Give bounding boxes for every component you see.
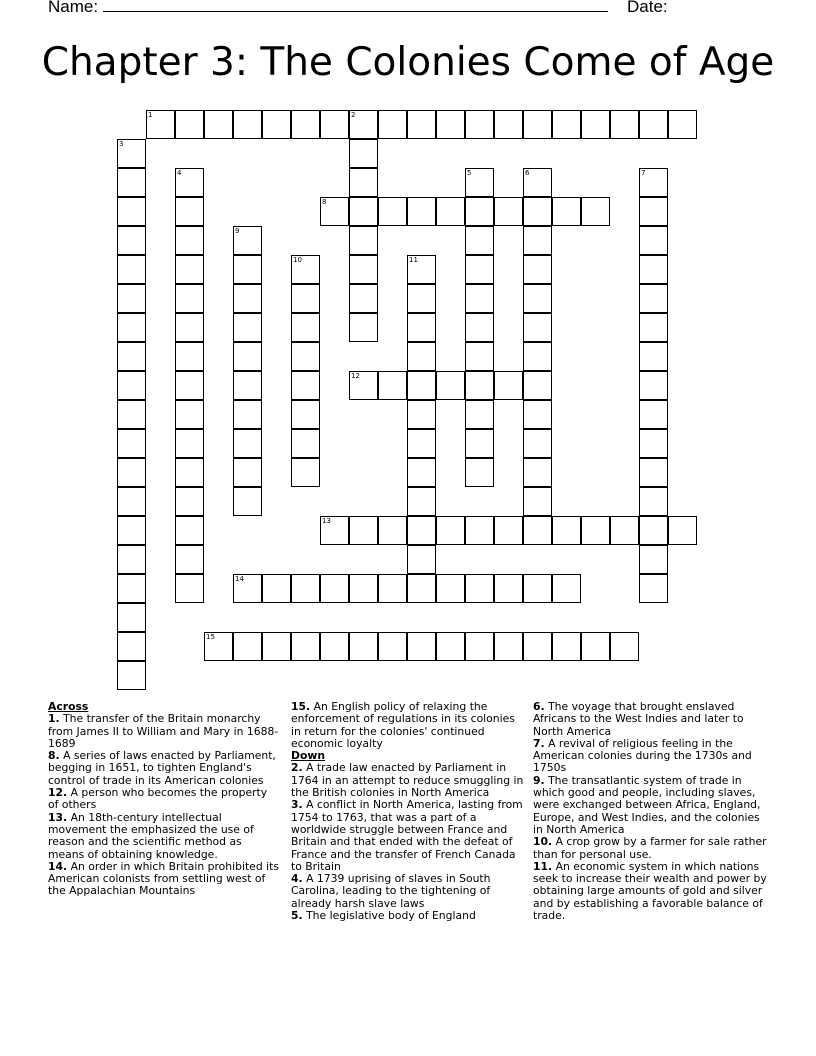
cell-number: 2 <box>351 111 356 119</box>
grid-cell[interactable] <box>407 487 436 516</box>
grid-cell[interactable] <box>465 313 494 342</box>
clues-column-2 <box>291 701 526 922</box>
clue-text: An English policy of relaxing the enforcement of regulations in its colonies in return for the colonies' continued economic loyalty <box>291 700 515 750</box>
grid-cell[interactable] <box>610 632 639 661</box>
grid-cell[interactable] <box>523 197 552 226</box>
grid-cell[interactable] <box>407 429 436 458</box>
grid-cell[interactable] <box>233 487 262 516</box>
grid-cell[interactable] <box>117 574 146 603</box>
grid-cell[interactable] <box>465 255 494 284</box>
clue-text: A series of laws enacted by Parliament, begging in 1651, to tighten England's control of trade in its American colonies <box>48 749 276 787</box>
grid-cell[interactable] <box>233 342 262 371</box>
grid-cell[interactable] <box>639 516 668 545</box>
grid-cell[interactable] <box>465 197 494 226</box>
grid-cell[interactable] <box>407 632 436 661</box>
grid-cell[interactable] <box>175 110 204 139</box>
grid-cell[interactable] <box>320 197 349 226</box>
grid-cell[interactable] <box>639 487 668 516</box>
grid-cell[interactable] <box>349 516 378 545</box>
grid-cell[interactable] <box>407 284 436 313</box>
grid-cell[interactable] <box>407 545 436 574</box>
clue-down-10 <box>533 836 769 861</box>
clue-text: The voyage that brought enslaved Africans to the West Indies and later to North America <box>533 700 744 738</box>
grid-cell[interactable] <box>233 255 262 284</box>
grid-cell[interactable] <box>291 574 320 603</box>
down-heading: Down <box>291 749 326 763</box>
grid-cell[interactable] <box>233 313 262 342</box>
clue-across-15 <box>291 701 526 750</box>
grid-cell[interactable] <box>494 371 523 400</box>
grid-cell[interactable] <box>233 284 262 313</box>
grid-cell[interactable] <box>436 632 465 661</box>
cell-number: 5 <box>467 169 472 177</box>
grid-cell[interactable] <box>291 458 320 487</box>
grid-cell[interactable] <box>436 574 465 603</box>
grid-cell[interactable] <box>175 168 204 197</box>
grid-cell[interactable] <box>407 516 436 545</box>
grid-cell[interactable] <box>465 458 494 487</box>
grid-cell[interactable] <box>349 574 378 603</box>
grid-cell[interactable] <box>291 400 320 429</box>
cell-number: 4 <box>177 169 182 177</box>
grid-cell[interactable] <box>378 632 407 661</box>
clue-number: 4. <box>291 872 303 886</box>
grid-cell[interactable] <box>523 284 552 313</box>
cell-number: 1 <box>148 111 153 119</box>
clue-number: 12. <box>48 786 68 800</box>
grid-cell[interactable] <box>465 168 494 197</box>
grid-cell[interactable] <box>117 632 146 661</box>
grid-cell[interactable] <box>320 110 349 139</box>
cell-number: 14 <box>235 575 244 583</box>
grid-cell[interactable] <box>349 371 378 400</box>
clue-text: An 18th-century intellectual movement the emphasized the use of reason and the scientific method as means of obtaining knowledge. <box>48 810 254 861</box>
grid-cell[interactable] <box>581 516 610 545</box>
date-label: Date: <box>627 0 668 16</box>
grid-cell[interactable] <box>639 429 668 458</box>
grid-cell[interactable] <box>233 632 262 661</box>
grid-cell[interactable] <box>494 197 523 226</box>
grid-cell[interactable] <box>581 110 610 139</box>
grid-cell[interactable] <box>494 632 523 661</box>
clue-down-11 <box>533 861 769 922</box>
grid-cell[interactable] <box>552 197 581 226</box>
grid-cell[interactable] <box>407 197 436 226</box>
grid-cell[interactable] <box>117 168 146 197</box>
cell-number: 6 <box>525 169 530 177</box>
grid-cell[interactable] <box>523 632 552 661</box>
grid-cell[interactable] <box>117 226 146 255</box>
grid-cell[interactable] <box>407 400 436 429</box>
grid-cell[interactable] <box>407 110 436 139</box>
clue-number: 8. <box>48 749 60 763</box>
grid-cell[interactable] <box>117 197 146 226</box>
grid-cell[interactable] <box>175 313 204 342</box>
clue-down-9 <box>533 775 769 836</box>
grid-cell[interactable] <box>436 110 465 139</box>
clue-text: A crop grow by a farmer for sale rather than for personal use. <box>533 835 767 861</box>
clue-number: 7. <box>533 736 545 750</box>
grid-cell[interactable] <box>117 545 146 574</box>
grid-cell[interactable] <box>117 400 146 429</box>
clue-number: 10. <box>533 835 553 849</box>
grid-cell[interactable] <box>523 516 552 545</box>
cell-number: 13 <box>322 517 331 525</box>
cell-number: 9 <box>235 227 240 235</box>
cell-number: 11 <box>409 256 418 264</box>
grid-cell[interactable] <box>378 516 407 545</box>
grid-cell[interactable] <box>117 429 146 458</box>
clue-text: An economic system in which nations seek to increase their wealth and power by obtaining large amounts of gold and silver and by establishing a favorable balance of trade. <box>533 859 767 923</box>
grid-cell[interactable] <box>639 110 668 139</box>
clue-text: A trade law enacted by Parliament in 1764 in an attempt to reduce smuggling in the British colonies in North America <box>291 761 524 800</box>
grid-cell[interactable] <box>233 110 262 139</box>
grid-cell[interactable] <box>175 458 204 487</box>
grid-cell[interactable] <box>378 197 407 226</box>
grid-cell[interactable] <box>523 429 552 458</box>
grid-cell[interactable] <box>291 255 320 284</box>
grid-cell[interactable] <box>552 110 581 139</box>
grid-cell[interactable] <box>552 516 581 545</box>
clue-text: The legislative body of England <box>306 909 476 923</box>
grid-cell[interactable] <box>407 255 436 284</box>
grid-cell[interactable] <box>523 458 552 487</box>
clue-down-2 <box>291 762 526 799</box>
clue-across-1 <box>48 713 280 750</box>
grid-cell[interactable] <box>175 487 204 516</box>
grid-cell[interactable] <box>320 632 349 661</box>
grid-cell[interactable] <box>175 342 204 371</box>
grid-cell[interactable] <box>639 168 668 197</box>
grid-cell[interactable] <box>494 516 523 545</box>
grid-cell[interactable] <box>349 110 378 139</box>
grid-cell[interactable] <box>204 110 233 139</box>
grid-cell[interactable] <box>291 284 320 313</box>
cell-number: 8 <box>322 198 327 206</box>
cell-number: 12 <box>351 372 360 380</box>
clue-text: A person who becomes the property of others <box>48 786 268 812</box>
grid-cell[interactable] <box>610 110 639 139</box>
page-title: Chapter 3: The Colonies Come of Age <box>41 40 775 85</box>
clue-number: 11. <box>533 859 553 873</box>
grid-cell[interactable] <box>204 632 233 661</box>
grid-cell[interactable] <box>349 284 378 313</box>
clue-down-7 <box>533 738 769 775</box>
grid-cell[interactable] <box>117 603 146 632</box>
clue-text: The transfer of the Britain monarchy from James II to William and Mary in 1688-1689 <box>48 712 279 750</box>
grid-cell[interactable] <box>175 574 204 603</box>
clue-number: 9. <box>533 773 545 787</box>
grid-cell[interactable] <box>552 632 581 661</box>
grid-cell[interactable] <box>117 313 146 342</box>
grid-cell[interactable] <box>233 574 262 603</box>
grid-cell[interactable] <box>378 574 407 603</box>
grid-cell[interactable] <box>523 255 552 284</box>
grid-cell[interactable] <box>233 458 262 487</box>
grid-cell[interactable] <box>117 284 146 313</box>
grid-cell[interactable] <box>465 110 494 139</box>
cell-number: 10 <box>293 256 302 264</box>
grid-cell[interactable] <box>523 313 552 342</box>
grid-cell[interactable] <box>465 574 494 603</box>
clue-number: 6. <box>533 700 545 713</box>
grid-cell[interactable] <box>349 255 378 284</box>
grid-cell[interactable] <box>668 516 697 545</box>
grid-cell[interactable] <box>639 458 668 487</box>
grid-cell[interactable] <box>639 400 668 429</box>
grid-cell[interactable] <box>349 197 378 226</box>
grid-cell[interactable] <box>117 458 146 487</box>
grid-cell[interactable] <box>262 574 291 603</box>
grid-cell[interactable] <box>320 516 349 545</box>
grid-cell[interactable] <box>378 371 407 400</box>
clue-across-13 <box>48 812 280 861</box>
grid-cell[interactable] <box>233 400 262 429</box>
grid-cell[interactable] <box>465 400 494 429</box>
grid-cell[interactable] <box>465 632 494 661</box>
grid-cell[interactable] <box>349 632 378 661</box>
grid-cell[interactable] <box>117 487 146 516</box>
grid-cell[interactable] <box>523 168 552 197</box>
clues-column-1 <box>48 701 280 898</box>
cell-number: 3 <box>119 140 124 148</box>
grid-cell[interactable] <box>407 574 436 603</box>
grid-cell[interactable] <box>117 661 146 690</box>
grid-cell[interactable] <box>349 313 378 342</box>
clue-number: 13. <box>48 810 68 824</box>
grid-cell[interactable] <box>175 400 204 429</box>
clue-text: An order in which Britain prohibited its American colonists from settling west of the Appalachian Mountains <box>48 859 279 898</box>
grid-cell[interactable] <box>262 632 291 661</box>
grid-cell[interactable] <box>291 371 320 400</box>
grid-cell[interactable] <box>175 429 204 458</box>
grid-cell[interactable] <box>639 255 668 284</box>
grid-cell[interactable] <box>581 632 610 661</box>
grid-cell[interactable] <box>639 371 668 400</box>
grid-cell[interactable] <box>552 574 581 603</box>
clue-across-8 <box>48 750 280 787</box>
grid-cell[interactable] <box>465 284 494 313</box>
grid-cell[interactable] <box>436 371 465 400</box>
grid-cell[interactable] <box>175 226 204 255</box>
grid-cell[interactable] <box>117 516 146 545</box>
grid-cell[interactable] <box>175 371 204 400</box>
grid-cell[interactable] <box>639 197 668 226</box>
grid-cell[interactable] <box>581 197 610 226</box>
grid-cell[interactable] <box>639 226 668 255</box>
grid-cell[interactable] <box>639 545 668 574</box>
grid-cell[interactable] <box>378 110 407 139</box>
grid-cell[interactable] <box>639 313 668 342</box>
grid-cell[interactable] <box>436 197 465 226</box>
clue-number: 3. <box>291 798 303 812</box>
grid-cell[interactable] <box>175 516 204 545</box>
clue-text: A 1739 uprising of slaves in South Carolina, leading to the tightening of already harsh slave laws <box>291 872 491 910</box>
grid-cell[interactable] <box>407 313 436 342</box>
clue-text: A conflict in North America, lasting from 1754 to 1763, that was a part of a worldwide struggle between France and Britain and that ended with the defeat of France and the transfer of French Canada to Britain <box>291 798 523 873</box>
grid-cell[interactable] <box>639 284 668 313</box>
grid-cell[interactable] <box>291 429 320 458</box>
grid-cell[interactable] <box>117 371 146 400</box>
grid-cell[interactable] <box>668 110 697 139</box>
grid-cell[interactable] <box>320 574 349 603</box>
clue-number: 2. <box>291 761 303 775</box>
clue-down-6 <box>533 701 769 738</box>
grid-cell[interactable] <box>523 226 552 255</box>
grid-cell[interactable] <box>117 342 146 371</box>
grid-cell[interactable] <box>117 255 146 284</box>
grid-cell[interactable] <box>523 110 552 139</box>
grid-cell[interactable] <box>465 371 494 400</box>
grid-cell[interactable] <box>233 226 262 255</box>
grid-cell[interactable] <box>465 226 494 255</box>
across-heading: Across <box>48 700 89 713</box>
grid-cell[interactable] <box>175 545 204 574</box>
grid-cell[interactable] <box>494 574 523 603</box>
grid-cell[interactable] <box>407 371 436 400</box>
grid-cell[interactable] <box>117 139 146 168</box>
grid-cell[interactable] <box>494 110 523 139</box>
cell-number: 7 <box>641 169 646 177</box>
grid-cell[interactable] <box>146 110 175 139</box>
grid-cell[interactable] <box>523 400 552 429</box>
grid-cell[interactable] <box>639 574 668 603</box>
clue-text: A revival of religious feeling in the American colonies during the 1730s and 1750s <box>533 736 752 775</box>
grid-cell[interactable] <box>175 197 204 226</box>
grid-cell[interactable] <box>407 342 436 371</box>
grid-cell[interactable] <box>175 255 204 284</box>
grid-cell[interactable] <box>233 371 262 400</box>
clue-number: 14. <box>48 859 68 873</box>
grid-cell[interactable] <box>349 139 378 168</box>
clue-across-14 <box>48 861 280 898</box>
grid-cell[interactable] <box>233 429 262 458</box>
grid-cell[interactable] <box>436 516 465 545</box>
grid-cell[interactable] <box>291 342 320 371</box>
clues-column-3 <box>533 701 769 922</box>
grid-cell[interactable] <box>175 284 204 313</box>
grid-cell[interactable] <box>523 342 552 371</box>
grid-cell[interactable] <box>523 487 552 516</box>
grid-cell[interactable] <box>349 168 378 197</box>
clue-down-4 <box>291 873 526 910</box>
clue-number: 1. <box>48 712 60 726</box>
grid-cell[interactable] <box>291 632 320 661</box>
clue-text: The transatlantic system of trade in which good and people, including slaves, were exchanged between Africa, England, Europe, and West Indies, and the colonies in North America <box>533 773 761 836</box>
grid-cell[interactable] <box>291 313 320 342</box>
clue-across-12 <box>48 787 280 812</box>
grid-cell[interactable] <box>523 574 552 603</box>
grid-cell[interactable] <box>523 371 552 400</box>
grid-cell[interactable] <box>639 342 668 371</box>
clue-down-5 <box>291 910 526 922</box>
grid-cell[interactable] <box>349 226 378 255</box>
clue-number: 5. <box>291 909 303 923</box>
cell-number: 15 <box>206 633 215 641</box>
grid-cell[interactable] <box>465 342 494 371</box>
grid-cell[interactable] <box>610 516 639 545</box>
grid-cell[interactable] <box>465 429 494 458</box>
clue-down-3 <box>291 799 526 873</box>
grid-cell[interactable] <box>465 516 494 545</box>
name-label: Name: <box>48 0 99 16</box>
grid-cell[interactable] <box>291 110 320 139</box>
grid-cell[interactable] <box>262 110 291 139</box>
grid-cell[interactable] <box>407 458 436 487</box>
clue-number: 15. <box>291 700 311 713</box>
